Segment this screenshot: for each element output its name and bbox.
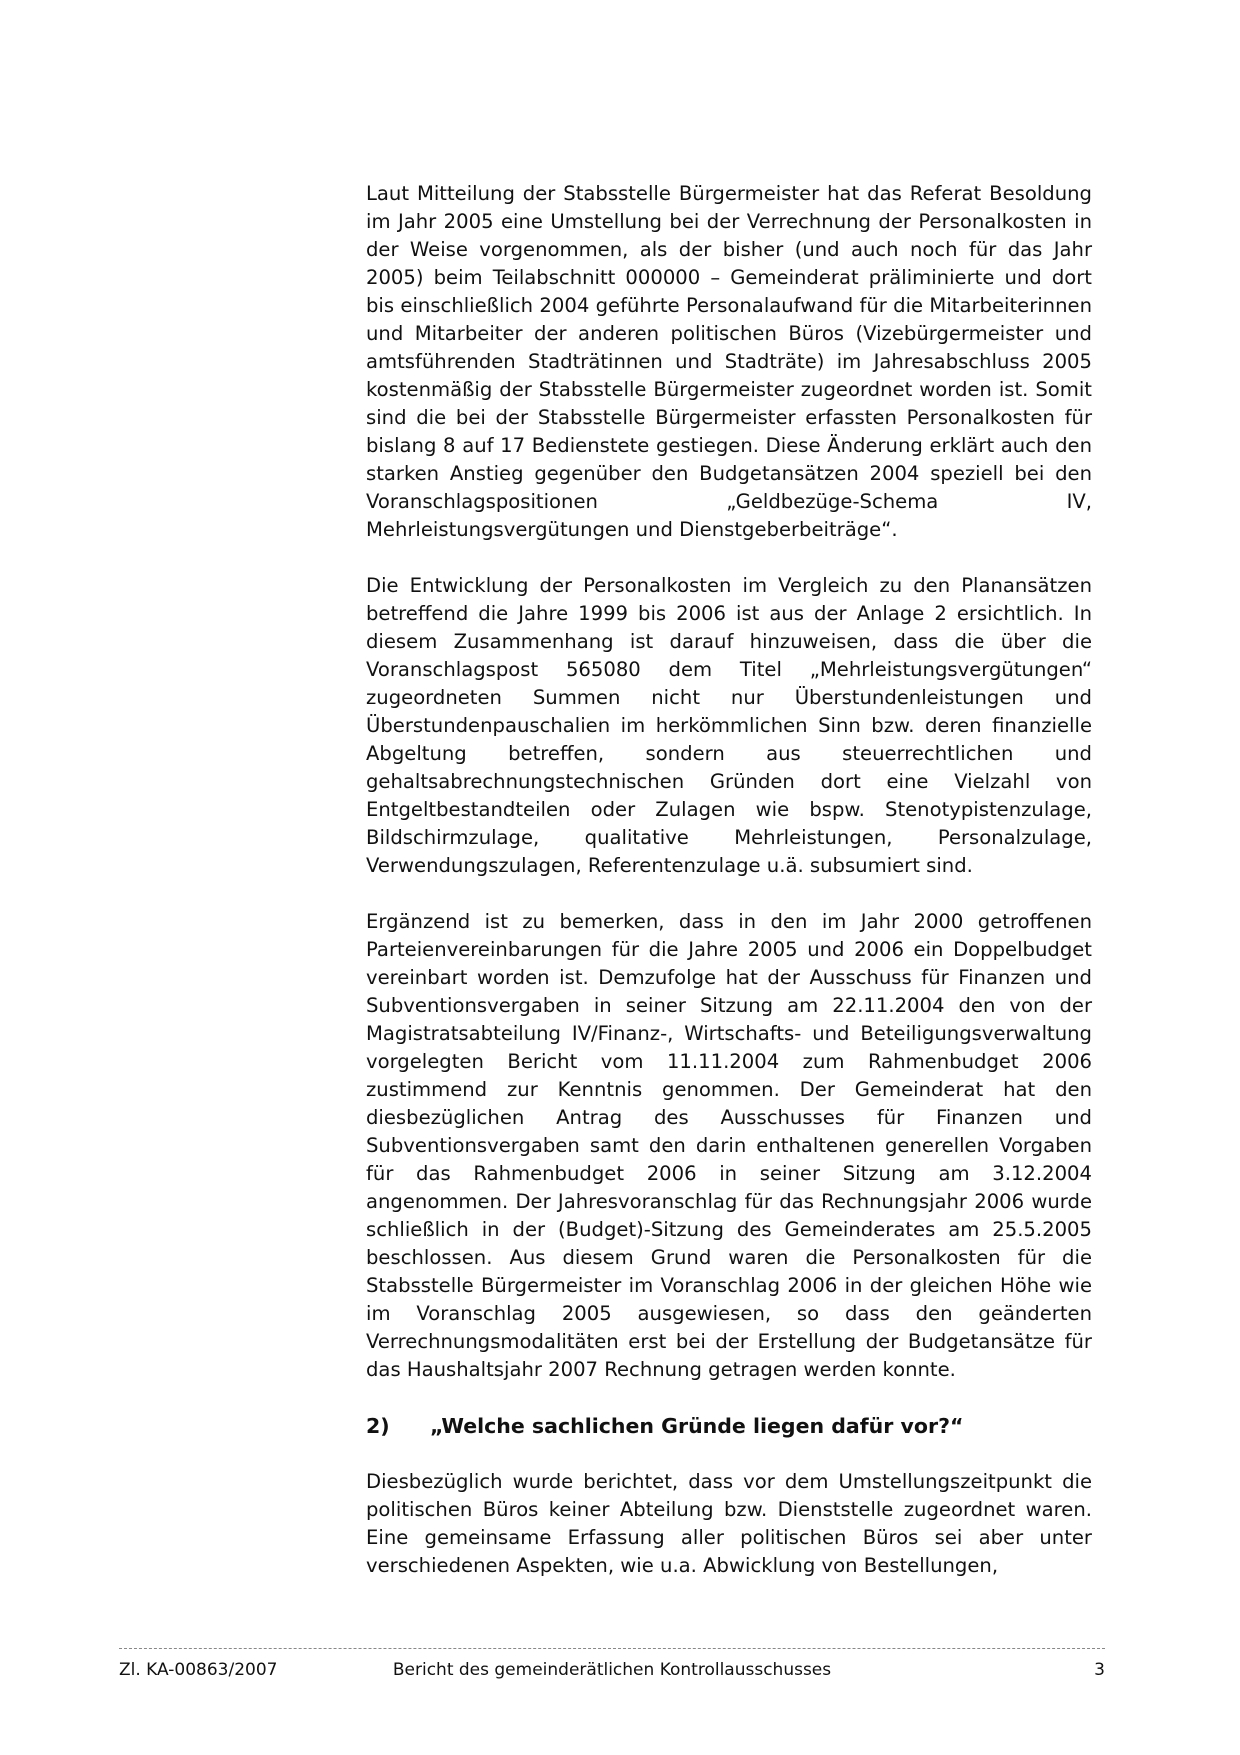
footer-divider [119,1648,1105,1649]
paragraph-4: Diesbezüglich wurde berichtet, dass vor dem Umstellungszeitpunkt die politischen Büros keiner Abteilung bzw. Dienststelle zugeordnet waren. Eine gemeinsame Erfassung aller politischen Büros sei aber unter verschiedenen Aspekten, wie u.a. Abwicklung von Bestellungen, [366,1470,1092,1577]
page-content [366,180,1092,1580]
heading-number: 2) [366,1414,390,1438]
page-footer [119,1658,1105,1682]
footer-page-number: 3 [1094,1660,1105,1680]
paragraph-3: Ergänzend ist zu bemerken, dass in den im Jahr 2000 getroffenen Parteienvereinbarungen für die Jahre 2005 und 2006 ein Doppelbudget vereinbart worden ist. Demzufolge hat der Ausschuss für Finanzen und Subventionsvergaben in seiner Sitzung am 22.11.2004 den von der Magistratsabteilung IV/Finanz-, Wirtschafts- und Beteiligungsverwaltung vorgelegten Bericht vom 11.11.2004 zum Rahmenbudget 2006 zustimmend zur Kenntnis genommen. Der Gemeinderat hat den diesbezüglichen Antrag des Ausschusses für Finanzen und Subventionsvergaben samt den darin enthaltenen generellen Vorgaben für das Rahmenbudget 2006 in seiner Sitzung am 3.12.2004 angenommen. Der Jahresvoranschlag für das Rechnungsjahr 2006 wurde schließlich in der (Budget)-Sitzung des Gemeinderates am 25.5.2005 beschlossen. Aus diesem Grund waren die Personalkosten für die Stabsstelle Bürgermeister im Voranschlag 2006 in der gleichen Höhe wie im Voranschlag 2005 ausgewiesen, so dass den geänderten Verrechnungsmodalitäten erst bei der Erstellung der Budgetansätze für das Haushaltsjahr 2007 Rechnung getragen werden konnte. [366,910,1092,1381]
paragraph-1: Laut Mitteilung der Stabsstelle Bürgermeister hat das Referat Besoldung im Jahr 2005 eine Umstellung bei der Verrechnung der Personalkosten in der Weise vorgenommen, als der bisher (und auch noch für das Jahr 2005) beim Teilabschnitt 000000 – Gemeinderat präliminierte und dort bis einschließlich 2004 geführte Personalaufwand für die Mitarbeiterinnen und Mitarbeiter der anderen politischen Büros (Vizebürgermeister und amtsführenden Stadträtinnen und Stadträte) im Jahresabschluss 2005 kostenmäßig der Stabsstelle Bürgermeister zugeordnet worden ist. Somit sind die bei der Stabsstelle Bürgermeister erfassten Personalkosten für bislang 8 auf 17 Bedienstete gestiegen. Diese Änderung erklärt auch den starken Anstieg gegenüber den Budgetansätzen 2004 speziell bei den Voranschlagspositionen „Geldbezüge-Schema IV, Mehrleistungsvergütungen und Dienstgeberbeiträge“. [366,182,1092,541]
footer-reference: Zl. KA-00863/2007 [119,1660,278,1680]
heading-text: „Welche sachlichen Gründe liegen dafür vor?“ [430,1414,964,1438]
paragraph-2: Die Entwicklung der Personalkosten im Vergleich zu den Planansätzen betreffend die Jahre 1999 bis 2006 ist aus der Anlage 2 ersichtlich. In diesem Zusammenhang ist darauf hinzuweisen, dass die über die Voranschlagspost 565080 dem Titel „Mehrleistungsvergütungen“ zugeordneten Summen nicht nur Überstundenleistungen und Überstundenpauschalien im herkömmlichen Sinn bzw. deren finanzielle Abgeltung betreffen, sondern aus steuerrechtlichen und gehaltsabrechnungstechnischen Gründen dort eine Vielzahl von Entgeltbestandteilen oder Zulagen wie bspw. Stenotypistenzulage, Bildschirmzulage, qualitative Mehrleistungen, Personalzulage, Verwendungszulagen, Referentenzulage u.ä. subsumiert sind. [366,574,1092,877]
section-heading [366,1412,1092,1440]
footer-title: Bericht des gemeinderätlichen Kontrollausschusses [392,1660,832,1680]
